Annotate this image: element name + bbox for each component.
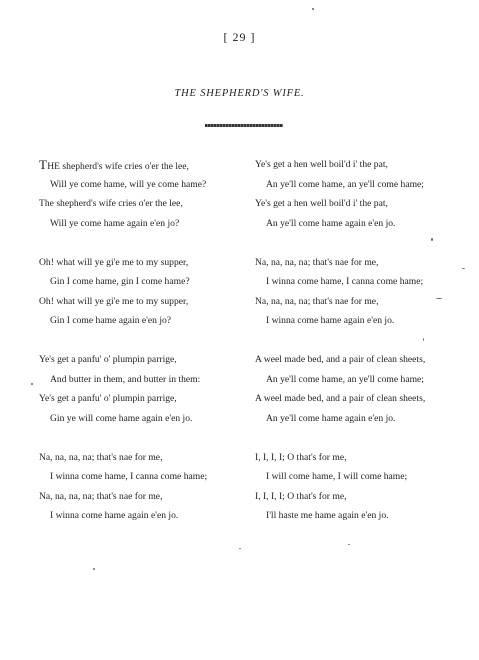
- verse-line: Gin ye will come hame again e'en jo.: [50, 412, 193, 424]
- paper-speck: [93, 568, 95, 570]
- page-number: [ 29 ]: [223, 30, 256, 44]
- verse-line: Na, na, na, na; that's nae for me,: [255, 295, 379, 307]
- verse-line: Na, na, na, na; that's nae for me,: [39, 490, 163, 502]
- verse-line: Ye's get a panfu' o' plumpin parrige,: [39, 354, 177, 365]
- verse-line: I will come hame, I will come hame;: [266, 471, 408, 482]
- verse-line: An ye'll come hame, an ye'll come hame;: [266, 373, 424, 385]
- stanza: [255, 350, 470, 448]
- paper-speck: [348, 544, 350, 545]
- verse-line: Oh! what will ye gi'e me to my supper,: [39, 295, 189, 307]
- left-column: [39, 155, 249, 545]
- verse-line: Will ye come hame again e'en jo?: [50, 217, 180, 229]
- paper-speck: [423, 338, 424, 341]
- verse-line: I winna come hame, I canna come hame;: [50, 471, 208, 482]
- verse-line-text: HE shepherd's wife cries o'er the lee,: [47, 161, 189, 172]
- verse-line: The shepherd's wife cries o'er the lee,: [39, 198, 183, 209]
- stanza: [255, 155, 470, 253]
- stanza: [39, 155, 249, 253]
- initial-letter: T: [39, 157, 48, 172]
- verse-line: Na, na, na, na; that's nae for me,: [39, 451, 163, 463]
- poem-title: THE SHEPHERD'S WIFE.: [174, 88, 305, 99]
- verse-line: I'll haste me hame again e'en jo.: [266, 510, 389, 521]
- verse-line: A weel made bed, and a pair of clean sheets,: [255, 393, 426, 404]
- verse-line: Gin I come hame, gin I come hame?: [50, 276, 190, 287]
- verse-line: Na, na, na, na; that's nae for me,: [255, 256, 379, 268]
- verse-line: Ye's get a hen well boil'd i' the pat,: [255, 198, 388, 209]
- verse-line: I winna come hame again e'en jo.: [266, 315, 395, 326]
- stanza: [255, 253, 470, 351]
- stanza: [39, 350, 249, 448]
- verse-line: And butter in them, and butter in them:: [50, 373, 201, 385]
- verse-line: A weel made bed, and a pair of clean sheets,: [255, 354, 426, 365]
- verse-line: Ye's get a hen well boil'd i' the pat,: [255, 159, 388, 170]
- stanza: [39, 253, 249, 351]
- paper-speck: [431, 238, 433, 241]
- verse-line: An ye'll come hame again e'en jo.: [266, 412, 396, 424]
- paper-speck: [462, 268, 465, 269]
- verse-line: Will ye come hame, will ye come hame?: [50, 178, 207, 190]
- paper-speck: [436, 298, 442, 299]
- paper-speck: [312, 8, 314, 10]
- verse-line: I winna come hame, I canna come hame;: [266, 276, 424, 287]
- stanza: [255, 448, 470, 546]
- verse-line: [39, 155, 249, 175]
- verse-line: Ye's get a panfu' o' plumpin parrige,: [39, 393, 177, 404]
- paper-speck: [239, 548, 241, 549]
- verse-line: I, I, I, I; O that's for me,: [255, 490, 347, 502]
- ornamental-rule: [205, 124, 283, 127]
- verse-line: Gin I come hame again e'en jo?: [50, 315, 172, 326]
- stanza: [39, 448, 249, 546]
- verse-line: I winna come hame again e'en jo.: [50, 510, 179, 521]
- right-column: [255, 155, 470, 545]
- paper-speck: [31, 383, 33, 385]
- verse-line: An ye'll come hame again e'en jo.: [266, 217, 396, 229]
- verse-line: An ye'll come hame, an ye'll come hame;: [266, 178, 424, 190]
- verse-line: I, I, I, I; O that's for me,: [255, 451, 347, 463]
- verse-line: Oh! what will ye gi'e me to my supper,: [39, 256, 189, 268]
